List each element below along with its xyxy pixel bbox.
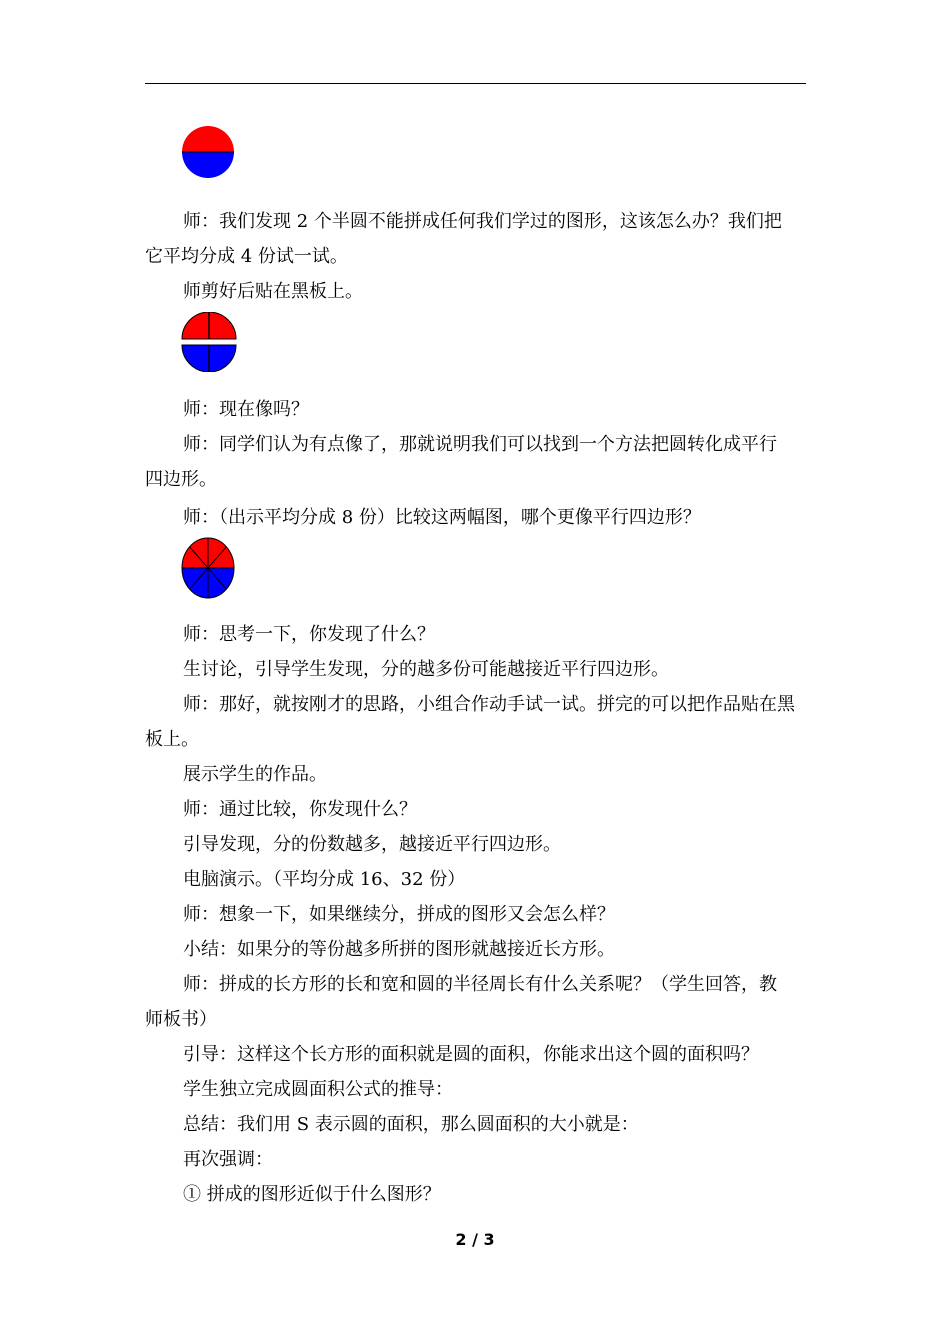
page-number: 2 / 3	[455, 1230, 495, 1249]
paragraph-7: 生讨论，引导学生发现，分的越多份可能越接近平行四边形。	[183, 659, 669, 680]
paragraph-4-line-1: 师：同学们认为有点像了，那就说明我们可以找到一个方法把圆转化成平行	[183, 434, 777, 455]
paragraph-3: 师：现在像吗？	[183, 399, 309, 420]
paragraph-12: 电脑演示。（平均分成 16、32 份）	[183, 869, 466, 890]
paragraph-11: 引导发现，分的份数越多，越接近平行四边形。	[183, 834, 561, 855]
paragraph-4-line-2: 四边形。	[145, 469, 217, 490]
paragraph-14: 小结：如果分的等份越多所拼的图形就越接近长方形。	[183, 939, 615, 960]
paragraph-1-line-2: 它平均分成 4 份试一试。	[145, 246, 348, 267]
top-semicircle	[182, 126, 234, 152]
paragraph-20: ① 拼成的图形近似于什么图形？	[183, 1184, 441, 1205]
paragraph-6: 师：思考一下，你发现了什么？	[183, 624, 435, 645]
header-rule	[145, 83, 806, 84]
paragraph-15-line-2: 师板书）	[145, 1009, 217, 1030]
paragraph-17: 学生独立完成圆面积公式的推导：	[183, 1079, 453, 1100]
eight-parts-circle-figure	[180, 537, 236, 599]
paragraph-2: 师剪好后贴在黑板上。	[183, 281, 363, 302]
bottom-semicircle	[182, 152, 234, 178]
paragraph-10: 师：通过比较，你发现什么？	[183, 799, 417, 820]
paragraph-13: 师：想象一下，如果继续分，拼成的图形又会怎么样？	[183, 904, 615, 925]
paragraph-16: 引导：这样这个长方形的面积就是圆的面积，你能求出这个圆的面积吗？	[183, 1044, 759, 1065]
paragraph-1-line-1: 师：我们发现 2 个半圆不能拼成任何我们学过的图形，这该怎么办？我们把	[183, 211, 782, 232]
paragraph-19: 再次强调：	[183, 1149, 273, 1170]
paragraph-8-line-1: 师：那好，就按刚才的思路，小组合作动手试一试。拼完的可以把作品贴在黑	[183, 694, 795, 715]
four-pieces-circle-figure	[180, 312, 238, 372]
paragraph-5: 师：（出示平均分成 8 份）比较这两幅图，哪个更像平行四边形？	[183, 507, 701, 528]
paragraph-15-line-1: 师：拼成的长方形的长和宽和圆的半径周长有什么关系呢？（学生回答，教	[183, 974, 777, 995]
two-halves-circle-figure	[180, 124, 236, 180]
paragraph-8-line-2: 板上。	[145, 729, 199, 750]
paragraph-18: 总结：我们用 S 表示圆的面积，那么圆面积的大小就是：	[183, 1114, 639, 1135]
paragraph-9: 展示学生的作品。	[183, 764, 327, 785]
